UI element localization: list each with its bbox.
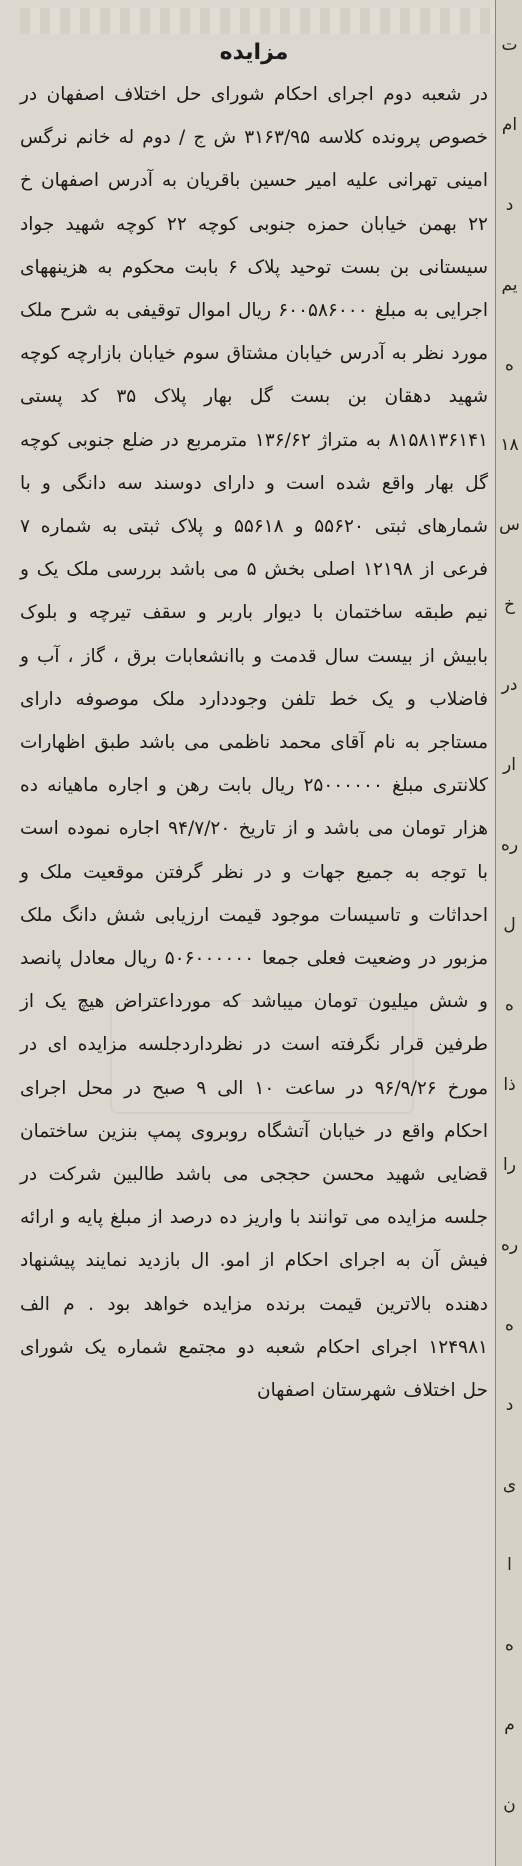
adjacent-column-char: ن	[503, 1795, 516, 1815]
adjacent-column-char: ه	[505, 1635, 514, 1655]
adjacent-column-char: ل	[503, 915, 516, 935]
adjacent-column-char: ی	[502, 1475, 517, 1495]
adjacent-column-char: ره	[500, 1235, 519, 1255]
notice-body: در شعبه دوم اجرای احکام شورای حل اختلاف اصفهان در خصوص پرونده کلاسه ۳۱۶۳/۹۵ ش ج / دوم له خانم نرگس امینی تهرانی علیه امیر حسین باقریان به آدرس اصفهان خ ۲۲ بهمن خیابان حمزه جنوبی کوچه ۲۲ کوچه شهید جواد سیستانی بن بست توحید پلاک ۶ بابت محکوم به هزینههای اجرایی به مبلغ ۶۰۰۵۸۶۰۰۰ ریال اموال توقیفی به شرح ملک مورد نظر به آدرس خیابان مشتاق سوم خیابان بازارچه کوچه شهید دهقان بن بست گل بهار پلاک ۳۵ کد پستی ۸۱۵۸۱۳۶۱۴۱ به متراژ ۱۳۶/۶۲ مترمربع در ضلع جنوبی کوچه گل بهار واقع شده است و دارای دوسند سه دانگی و با شمارهای ثبتی ۵۵۶۲۰ و ۵۵۶۱۸ و پلاک ثبتی به شماره ۷ فرعی از ۱۲۱۹۸ اصلی بخش ۵ می باشد بررسی ملک یک و نیم طبقه ساختمان با دیوار باربر و سقف تیرچه و بلوک بابیش از بیست سال قدمت و باانشعابات برق ، گاز ، آب و فاضلاب و یک خط تلفن وجوددارد ملک موصوفه دارای مستاجر به نام آقای محمد ناظمی می باشد طبق اظهارات کلانتری مبلغ ۲۵۰۰۰۰۰۰ ریال بابت رهن و اجاره ماهیانه ده هزار تومان می باشد و از تاریخ ۹۴/۷/۲۰ اجاره نموده است با توجه به جمیع جهات و در نظر گرفتن موقعیت ملک و احداثات و تاسیسات موجود قیمت ارزیابی شش دانگ ملک مزبور در وضعیت فعلی جمعا ۵۰۶۰۰۰۰۰۰ ریال معادل پانصد و شش میلیون تومان میباشد که مورداعتراض هیچ یک از طرفین قرار نگرفته است در نظرداردجلسه مزایده ای در مورخ ۹۶/۹/۲۶ در ساعت ۱۰ الی ۹ صبح در محل اجرای احکام واقع در خیابان آتشگاه روبروی پمپ بنزین ساختمان قضایی شهید محسن حججی می باشد طالبین شرکت در جلسه مزایده می توانند با واریز ده درصد از مبلغ پایه و ارائه فیش آن به اجرای احکام از امو. ال بازدید نمایند پیشنهاد دهنده بالاترین قیمت برنده مزایده خواهد بود .	[20, 84, 489, 1315]
notice-title: مزایده	[219, 40, 289, 65]
adjacent-column-fragment	[495, 0, 522, 1866]
adjacent-column-char: خ	[504, 595, 515, 615]
adjacent-column-char: ذا	[503, 1075, 516, 1095]
adjacent-column-char: ام	[501, 115, 518, 135]
adjacent-column-char: ت	[501, 35, 518, 55]
adjacent-column-char: ۱۸	[500, 435, 519, 455]
adjacent-column-char: م	[504, 1715, 515, 1735]
adjacent-column-char: در	[501, 675, 518, 695]
adjacent-column-char: ار	[503, 755, 516, 775]
adjacent-column-char: يم	[501, 275, 518, 295]
adjacent-column-char: ه	[505, 995, 514, 1015]
decorative-top-border	[20, 8, 510, 34]
adjacent-column-char: را	[503, 1155, 516, 1175]
adjacent-column-char: د	[505, 1395, 514, 1415]
auction-notice	[20, 40, 488, 1858]
notice-signature: م الف ۱۲۴۹۸۱ اجرای احکام شعبه دو مجتمع شماره یک شورای حل اختلاف شهرستان اصفهان	[20, 1293, 488, 1402]
adjacent-column-char: ه	[505, 1315, 514, 1335]
adjacent-column-char: د	[505, 195, 514, 215]
adjacent-column-char: ا	[507, 1555, 512, 1575]
adjacent-column-char: ه	[505, 355, 514, 375]
adjacent-column-char: ره	[500, 835, 519, 855]
adjacent-column-char: س	[499, 515, 520, 535]
